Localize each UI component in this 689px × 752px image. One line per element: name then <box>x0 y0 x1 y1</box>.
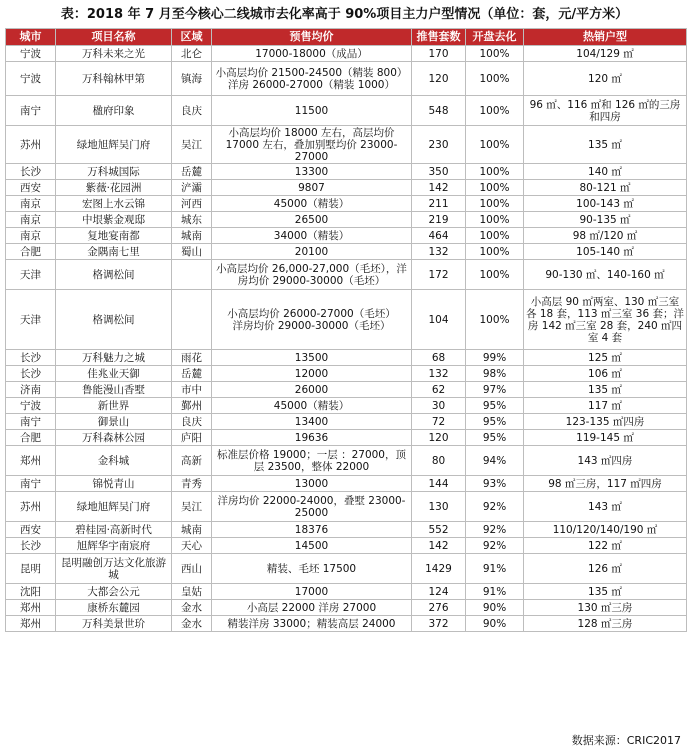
cell-project: 康桥东麓园 <box>56 600 172 616</box>
cell-type: 110/120/140/190 ㎡ <box>524 522 687 538</box>
cell-type: 135 ㎡ <box>524 382 687 398</box>
cell-area <box>172 260 212 290</box>
cell-area: 天心 <box>172 538 212 554</box>
cell-rate: 90% <box>466 600 524 616</box>
cell-area: 城南 <box>172 228 212 244</box>
cell-area: 庐阳 <box>172 430 212 446</box>
cell-rate: 90% <box>466 616 524 632</box>
table-row <box>6 96 687 126</box>
cell-units: 62 <box>412 382 466 398</box>
cell-area: 鄞州 <box>172 398 212 414</box>
cell-units: 548 <box>412 96 466 126</box>
cell-project: 新世界 <box>56 398 172 414</box>
cell-type: 125 ㎡ <box>524 350 687 366</box>
cell-rate: 95% <box>466 414 524 430</box>
cell-type: 80-121 ㎡ <box>524 180 687 196</box>
cell-price: 9807 <box>212 180 412 196</box>
header-project: 项目名称 <box>56 29 172 46</box>
cell-project: 金科城 <box>56 446 172 476</box>
table-row <box>6 212 687 228</box>
header-area: 区域 <box>172 29 212 46</box>
data-source: 数据来源：CRIC2017 <box>571 734 681 747</box>
cell-city: 南京 <box>6 228 56 244</box>
cell-project: 万科美景世玠 <box>56 616 172 632</box>
cell-units: 132 <box>412 366 466 382</box>
table-row <box>6 554 687 584</box>
cell-units: 219 <box>412 212 466 228</box>
cell-city: 南宁 <box>6 96 56 126</box>
cell-units: 144 <box>412 476 466 492</box>
cell-price: 12000 <box>212 366 412 382</box>
table-row <box>6 492 687 522</box>
cell-city: 宁波 <box>6 46 56 62</box>
cell-area: 吴江 <box>172 492 212 522</box>
cell-rate: 91% <box>466 554 524 584</box>
cell-units: 1429 <box>412 554 466 584</box>
cell-type: 123-135 ㎡四房 <box>524 414 687 430</box>
cell-price: 13500 <box>212 350 412 366</box>
cell-rate: 100% <box>466 196 524 212</box>
cell-rate: 94% <box>466 446 524 476</box>
cell-city: 合肥 <box>6 430 56 446</box>
cell-city: 宁波 <box>6 62 56 96</box>
cell-rate: 100% <box>466 62 524 96</box>
cell-price: 小高层均价 26000-27000（毛坯） 洋房均价 29000-30000（毛坯） <box>212 290 412 350</box>
table-title: 表：2018 年 7 月至今核心二线城市去化率高于 90%项目主力户型情况（单位：套，元/平方米） <box>60 7 629 22</box>
cell-project: 万科城国际 <box>56 164 172 180</box>
cell-city: 济南 <box>6 382 56 398</box>
cell-area: 青秀 <box>172 476 212 492</box>
table-row <box>6 616 687 632</box>
cell-price: 小高层均价 18000 左右，高层均价 17000 左右，叠加别墅均价 23000-27000 <box>212 126 412 164</box>
cell-city: 天津 <box>6 290 56 350</box>
cell-type: 143 ㎡四房 <box>524 446 687 476</box>
cell-type: 90-135 ㎡ <box>524 212 687 228</box>
cell-area: 蜀山 <box>172 244 212 260</box>
cell-units: 30 <box>412 398 466 414</box>
cell-price: 34000（精装） <box>212 228 412 244</box>
cell-price: 20100 <box>212 244 412 260</box>
cell-type: 104/129 ㎡ <box>524 46 687 62</box>
cell-units: 464 <box>412 228 466 244</box>
cell-units: 372 <box>412 616 466 632</box>
cell-type: 128 ㎡三房 <box>524 616 687 632</box>
cell-type: 122 ㎡ <box>524 538 687 554</box>
cell-city: 郑州 <box>6 600 56 616</box>
cell-project: 万科翰林甲第 <box>56 62 172 96</box>
cell-price: 13400 <box>212 414 412 430</box>
cell-type: 98 ㎡/120 ㎡ <box>524 228 687 244</box>
cell-city: 长沙 <box>6 164 56 180</box>
cell-rate: 92% <box>466 538 524 554</box>
cell-type: 105-140 ㎡ <box>524 244 687 260</box>
cell-rate: 100% <box>466 228 524 244</box>
cell-city: 昆明 <box>6 554 56 584</box>
cell-price: 17000-18000（成品） <box>212 46 412 62</box>
cell-units: 80 <box>412 446 466 476</box>
cell-rate: 100% <box>466 126 524 164</box>
cell-units: 120 <box>412 430 466 446</box>
cell-city: 长沙 <box>6 366 56 382</box>
table-row <box>6 538 687 554</box>
cell-project: 中垠紫金观邸 <box>56 212 172 228</box>
cell-rate: 100% <box>466 244 524 260</box>
cell-project: 万科森林公园 <box>56 430 172 446</box>
cell-project: 复地宴南都 <box>56 228 172 244</box>
cell-price: 洋房均价 22000-24000，叠墅 23000-25000 <box>212 492 412 522</box>
cell-type: 140 ㎡ <box>524 164 687 180</box>
header-type: 热销户型 <box>524 29 687 46</box>
table-row <box>6 446 687 476</box>
cell-type: 119-145 ㎡ <box>524 430 687 446</box>
cell-rate: 91% <box>466 584 524 600</box>
cell-type: 106 ㎡ <box>524 366 687 382</box>
header-units: 推售套数 <box>412 29 466 46</box>
table-row <box>6 584 687 600</box>
cell-price: 45000（精装） <box>212 398 412 414</box>
cell-project: 绿地旭辉吴门府 <box>56 126 172 164</box>
cell-project: 碧桂园·高新时代 <box>56 522 172 538</box>
cell-area: 良庆 <box>172 414 212 430</box>
cell-area <box>172 290 212 350</box>
cell-rate: 100% <box>466 46 524 62</box>
projects-table <box>5 28 687 632</box>
cell-price: 14500 <box>212 538 412 554</box>
cell-area: 岳麓 <box>172 366 212 382</box>
cell-type: 100-143 ㎡ <box>524 196 687 212</box>
cell-city: 天津 <box>6 260 56 290</box>
cell-units: 230 <box>412 126 466 164</box>
cell-city: 南京 <box>6 212 56 228</box>
cell-area: 雨花 <box>172 350 212 366</box>
cell-units: 130 <box>412 492 466 522</box>
cell-project: 鲁能漫山香墅 <box>56 382 172 398</box>
table-row <box>6 180 687 196</box>
cell-project: 格调松间 <box>56 260 172 290</box>
cell-project: 大都会公元 <box>56 584 172 600</box>
cell-price: 小高层均价 21500-24500（精装 800） 洋房 26000-27000（精装 1000） <box>212 62 412 96</box>
cell-price: 17000 <box>212 584 412 600</box>
cell-units: 142 <box>412 538 466 554</box>
header-price: 预售均价 <box>212 29 412 46</box>
cell-city: 郑州 <box>6 616 56 632</box>
cell-project: 格调松间 <box>56 290 172 350</box>
cell-price: 45000（精装） <box>212 196 412 212</box>
table-row <box>6 164 687 180</box>
cell-price: 19636 <box>212 430 412 446</box>
cell-city: 宁波 <box>6 398 56 414</box>
table-row <box>6 126 687 164</box>
cell-rate: 100% <box>466 260 524 290</box>
cell-city: 长沙 <box>6 350 56 366</box>
table-row <box>6 522 687 538</box>
cell-project: 绿地旭辉吴门府 <box>56 492 172 522</box>
cell-rate: 97% <box>466 382 524 398</box>
cell-type: 135 ㎡ <box>524 584 687 600</box>
cell-area: 良庆 <box>172 96 212 126</box>
cell-price: 小高层 22000 洋房 27000 <box>212 600 412 616</box>
cell-type: 小高层 90 ㎡两室、130 ㎡三室各 18 套，113 ㎡三室 36 套；洋房 142 ㎡三室 28 套，240 ㎡四室 4 套 <box>524 290 687 350</box>
cell-area: 浐灞 <box>172 180 212 196</box>
cell-project: 紫薇·花园洲 <box>56 180 172 196</box>
cell-city: 郑州 <box>6 446 56 476</box>
cell-city: 苏州 <box>6 492 56 522</box>
table-row <box>6 476 687 492</box>
cell-project: 宏图上水云锦 <box>56 196 172 212</box>
cell-type: 96 ㎡、116 ㎡和 126 ㎡的三房和四房 <box>524 96 687 126</box>
cell-area: 北仑 <box>172 46 212 62</box>
table-row <box>6 62 687 96</box>
cell-project: 万科魅力之城 <box>56 350 172 366</box>
cell-rate: 95% <box>466 398 524 414</box>
table-row <box>6 244 687 260</box>
cell-project: 万科未来之光 <box>56 46 172 62</box>
cell-units: 552 <box>412 522 466 538</box>
cell-type: 90-130 ㎡、140-160 ㎡ <box>524 260 687 290</box>
cell-rate: 92% <box>466 492 524 522</box>
cell-city: 沈阳 <box>6 584 56 600</box>
cell-price: 精装、毛坯 17500 <box>212 554 412 584</box>
table-row <box>6 398 687 414</box>
cell-units: 350 <box>412 164 466 180</box>
cell-rate: 92% <box>466 522 524 538</box>
cell-project: 佳兆业天御 <box>56 366 172 382</box>
cell-city: 西安 <box>6 180 56 196</box>
cell-city: 合肥 <box>6 244 56 260</box>
table-row <box>6 600 687 616</box>
cell-units: 170 <box>412 46 466 62</box>
cell-units: 276 <box>412 600 466 616</box>
cell-type: 126 ㎡ <box>524 554 687 584</box>
cell-price: 11500 <box>212 96 412 126</box>
cell-units: 172 <box>412 260 466 290</box>
cell-area: 高新 <box>172 446 212 476</box>
table-row <box>6 260 687 290</box>
cell-city: 南京 <box>6 196 56 212</box>
cell-project: 御景山 <box>56 414 172 430</box>
table-row <box>6 228 687 244</box>
cell-units: 142 <box>412 180 466 196</box>
cell-rate: 100% <box>466 180 524 196</box>
cell-units: 120 <box>412 62 466 96</box>
table-row <box>6 382 687 398</box>
cell-area: 金水 <box>172 600 212 616</box>
table-row <box>6 430 687 446</box>
cell-units: 72 <box>412 414 466 430</box>
cell-price: 26000 <box>212 382 412 398</box>
cell-area: 岳麓 <box>172 164 212 180</box>
cell-project: 楹府印象 <box>56 96 172 126</box>
table-row <box>6 350 687 366</box>
cell-type: 117 ㎡ <box>524 398 687 414</box>
cell-price: 13300 <box>212 164 412 180</box>
cell-project: 锦悦青山 <box>56 476 172 492</box>
cell-rate: 100% <box>466 212 524 228</box>
cell-project: 金隅南七里 <box>56 244 172 260</box>
table-row <box>6 366 687 382</box>
cell-project: 昆明融创万达文化旅游城 <box>56 554 172 584</box>
cell-type: 120 ㎡ <box>524 62 687 96</box>
cell-price: 13000 <box>212 476 412 492</box>
cell-type: 135 ㎡ <box>524 126 687 164</box>
cell-units: 104 <box>412 290 466 350</box>
cell-price: 18376 <box>212 522 412 538</box>
cell-rate: 98% <box>466 366 524 382</box>
cell-price: 精装洋房 33000；精装高层 24000 <box>212 616 412 632</box>
header-city: 城市 <box>6 29 56 46</box>
cell-units: 124 <box>412 584 466 600</box>
header-row <box>6 29 687 46</box>
table-row <box>6 196 687 212</box>
cell-city: 西安 <box>6 522 56 538</box>
cell-rate: 93% <box>466 476 524 492</box>
cell-price: 标准层价格 19000；一层 ：27000，顶层 23500，整体 22000 <box>212 446 412 476</box>
cell-area: 河西 <box>172 196 212 212</box>
cell-units: 68 <box>412 350 466 366</box>
cell-type: 98 ㎡三房，117 ㎡四房 <box>524 476 687 492</box>
cell-rate: 99% <box>466 350 524 366</box>
cell-rate: 100% <box>466 290 524 350</box>
cell-area: 城东 <box>172 212 212 228</box>
cell-units: 211 <box>412 196 466 212</box>
cell-city: 苏州 <box>6 126 56 164</box>
cell-city: 南宁 <box>6 414 56 430</box>
cell-area: 皇姑 <box>172 584 212 600</box>
table-row <box>6 290 687 350</box>
cell-city: 南宁 <box>6 476 56 492</box>
table-row <box>6 414 687 430</box>
cell-type: 143 ㎡ <box>524 492 687 522</box>
cell-price: 小高层均价 26,000-27,000（毛坯），洋房均价 29000-30000（毛坯） <box>212 260 412 290</box>
cell-type: 130 ㎡三房 <box>524 600 687 616</box>
cell-area: 金水 <box>172 616 212 632</box>
cell-units: 132 <box>412 244 466 260</box>
table-row <box>6 46 687 62</box>
cell-area: 镇海 <box>172 62 212 96</box>
cell-area: 市中 <box>172 382 212 398</box>
cell-city: 长沙 <box>6 538 56 554</box>
cell-rate: 95% <box>466 430 524 446</box>
cell-rate: 100% <box>466 164 524 180</box>
cell-area: 城南 <box>172 522 212 538</box>
header-rate: 开盘去化 <box>466 29 524 46</box>
cell-project: 旭辉华宇南宸府 <box>56 538 172 554</box>
cell-price: 26500 <box>212 212 412 228</box>
cell-area: 西山 <box>172 554 212 584</box>
cell-area: 吴江 <box>172 126 212 164</box>
cell-rate: 100% <box>466 96 524 126</box>
